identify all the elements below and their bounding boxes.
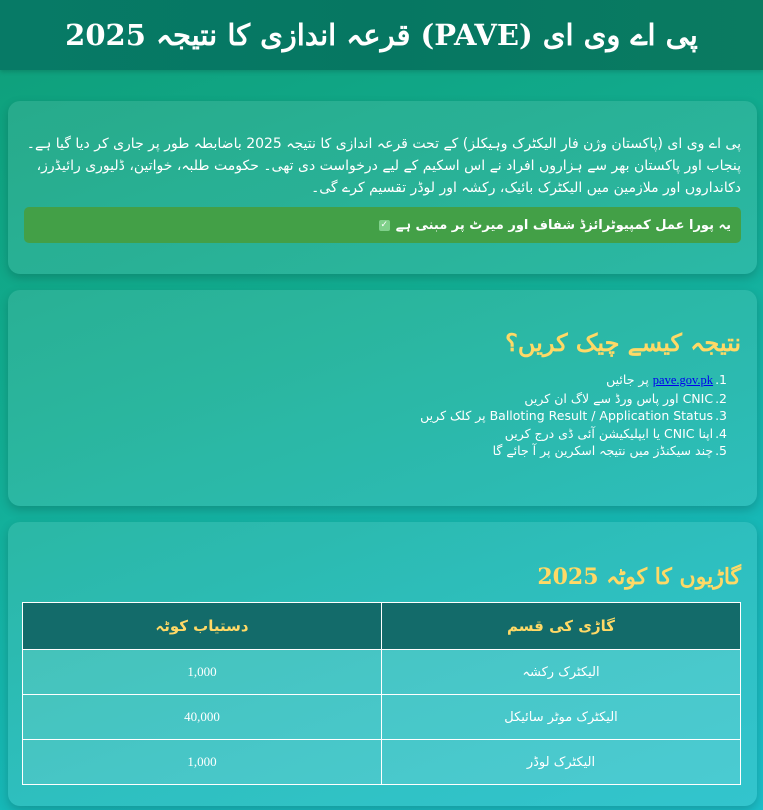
step-item	[24, 425, 727, 443]
step-text: Balloting Result / Application Status پر کلک کریں	[420, 408, 714, 423]
intro-card	[8, 101, 757, 274]
quota-cell: 1,000	[23, 740, 382, 785]
step-item	[24, 407, 727, 425]
step-number: 5.	[715, 443, 727, 458]
notice-banner	[24, 207, 741, 243]
step-number: 2.	[715, 390, 727, 406]
table-row	[23, 650, 741, 695]
quota-card	[8, 522, 757, 806]
vehicle-type-cell: الیکٹرک لوڈر	[382, 740, 741, 785]
step-item	[24, 371, 727, 390]
step-number: 3.	[715, 408, 727, 423]
step-text: پر جائیں	[606, 372, 653, 387]
how-to-card	[8, 290, 757, 506]
step-text: چند سیکنڈز میں نتیجہ اسکرین پر آ جائے گا	[492, 443, 714, 458]
page-title: پی اے وی ای (PAVE) قرعہ اندازی کا نتیجہ 2025	[65, 18, 698, 52]
step-number: 1.	[715, 372, 727, 387]
page-header	[0, 0, 763, 70]
steps-list	[24, 371, 741, 460]
quota-table	[22, 602, 741, 785]
vehicle-type-cell: الیکٹرک رکشہ	[382, 650, 741, 695]
step-text: CNIC اور پاس ورڈ سے لاگ ان کریں	[524, 390, 714, 406]
step-number: 4.	[715, 425, 727, 441]
check-box-icon: ✓	[380, 219, 388, 230]
vehicle-type-cell: الیکٹرک موٹر سائیکل	[382, 695, 741, 740]
step-item	[24, 442, 727, 460]
table-header-row	[23, 603, 741, 650]
table-row	[23, 740, 741, 785]
intro-paragraph: پی اے وی ای (پاکستان وژن فار الیکٹرک وہیکلز) کے تحت قرعہ اندازی کا نتیجہ 2025 باضابطہ طور پر جاری کر دیا گیا ہے۔ پنجاب اور پاکستان بھر سے ہزاروں افراد نے اس اسکیم کے لیے درخواست دی تھی۔ حکومت طلبہ، خواتین، ڈلیوری رائیڈرز، دکانداروں اور ملازمین میں الیکٹرک بائیک، رکشہ اور لوڈر تقسیم کرے گی۔	[26, 136, 741, 196]
step-item	[24, 390, 727, 408]
notice-text: یہ پورا عمل کمپیوٹرائزڈ شفاف اور میرٹ پر مبنی ہے	[395, 217, 731, 233]
column-header-available-quota: دستیاب کوٹہ	[23, 603, 382, 650]
quota-cell: 40,000	[23, 695, 382, 740]
how-to-heading: نتیجہ کیسے چیک کریں؟	[505, 328, 741, 357]
quota-cell: 1,000	[23, 650, 382, 695]
table-row	[23, 695, 741, 740]
pave-website-link[interactable]: pave.gov.pk	[652, 373, 714, 387]
column-header-vehicle-type: گاڑی کی قسم	[382, 603, 741, 650]
step-text: اپنا CNIC یا ایپلیکیشن آئی ڈی درج کریں	[504, 425, 714, 441]
quota-heading: گاڑیوں کا کوٹہ 2025	[537, 564, 741, 590]
